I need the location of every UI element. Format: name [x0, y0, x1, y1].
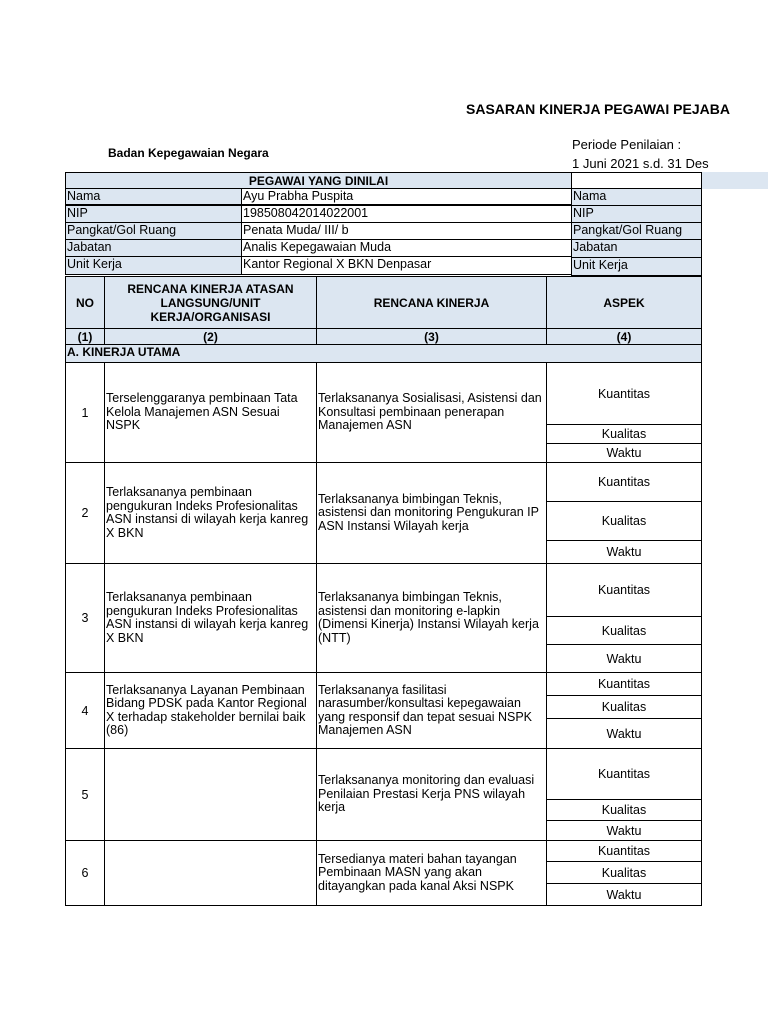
col-number-1: (1): [65, 328, 105, 345]
header-aspect: ASPEK: [546, 276, 702, 329]
row-1-plan: Terlaksananya Sosialisasi, Asistensi dan Konsultasi pembinaan penerapan Manajemen ASN: [316, 362, 547, 463]
row-3-plan: Terlaksananya bimbingan Teknis, asistensi dan monitoring e-lapkin (Dimensi Kinerja) Instansi Wilayah kerja (NTT): [316, 563, 547, 673]
employee-label-position: Jabatan: [65, 239, 242, 257]
col-number-3: (3): [316, 328, 547, 345]
row-5-no: 5: [65, 748, 105, 841]
assessor-title-cell: [571, 172, 702, 189]
header-no: NO: [65, 276, 105, 329]
document-title: SASARAN KINERJA PEGAWAI PEJABA: [466, 101, 730, 117]
row-6-no: 6: [65, 840, 105, 906]
row-1-no: 1: [65, 362, 105, 463]
row-2-no: 2: [65, 462, 105, 564]
row-6-time: Waktu: [546, 883, 702, 906]
row-5-quality: Kualitas: [546, 799, 702, 821]
row-2-plan: Terlaksananya bimbingan Teknis, asistensi dan monitoring Pengukuran IP ASN Instansi Wilayah kerja: [316, 462, 547, 564]
row-6-quality: Kualitas: [546, 861, 702, 884]
employee-label-unit: Unit Kerja: [65, 256, 242, 275]
row-6-plan: Tersedianya materi bahan tayangan Pembinaan MASN yang akan ditayangkan pada kanal Aksi NSPK: [316, 840, 547, 906]
row-4-no: 4: [65, 672, 105, 749]
employee-value-rank: Penata Muda/ III/ b: [241, 222, 572, 240]
row-5-time: Waktu: [546, 820, 702, 841]
row-5-quantity: Kuantitas: [546, 748, 702, 800]
row-3-quantity: Kuantitas: [546, 563, 702, 617]
row-4-plan: Terlaksananya fasilitasi narasumber/konsultasi kepegawaian yang responsif dan tepat sesuai NSPK Manajemen ASN: [316, 672, 547, 749]
assessor-label-position: Jabatan: [571, 239, 702, 258]
period-value: 1 Juni 2021 s.d. 31 Des: [572, 156, 709, 171]
row-5-plan: Terlaksananya monitoring dan evaluasi Penilaian Prestasi Kerja PNS wilayah kerja: [316, 748, 547, 841]
row-5-superior: [104, 748, 317, 841]
row-2-quality: Kualitas: [546, 501, 702, 541]
row-2-superior: Terlaksananya pembinaan pengukuran Indeks Profesionalitas ASN instansi di wilayah kerja kanreg X BKN: [104, 462, 317, 564]
row-4-quantity: Kuantitas: [546, 672, 702, 696]
employee-section-title: PEGAWAI YANG DINILAI: [65, 172, 572, 189]
employee-label-rank: Pangkat/Gol Ruang: [65, 222, 242, 240]
row-4-quality: Kualitas: [546, 695, 702, 719]
row-4-superior: Terlaksananya Layanan Pembinaan Bidang PDSK pada Kantor Regional X terhadap stakeholder bernilai baik (86): [104, 672, 317, 749]
row-1-time: Waktu: [546, 443, 702, 463]
header-band: [702, 172, 768, 189]
employee-value-nip: 198508042014022001: [241, 205, 572, 223]
row-1-quality: Kualitas: [546, 424, 702, 444]
header-plan: RENCANA KINERJA: [316, 276, 547, 329]
assessor-label-unit: Unit Kerja: [571, 257, 702, 276]
row-1-superior: Terselenggaranya pembinaan Tata Kelola Manajemen ASN Sesuai NSPK: [104, 362, 317, 463]
period-label: Periode Penilaian :: [572, 137, 682, 152]
assessor-label-rank: Pangkat/Gol Ruang: [571, 222, 702, 240]
row-6-quantity: Kuantitas: [546, 840, 702, 862]
row-1-quantity: Kuantitas: [546, 362, 702, 425]
organization-name: Badan Kepegawaian Negara: [108, 146, 269, 160]
employee-label-nip: NIP: [65, 205, 242, 223]
row-6-superior: [104, 840, 317, 906]
employee-label-name: Nama: [65, 188, 242, 205]
header-superior-plan: RENCANA KINERJA ATASAN LANGSUNG/UNIT KERJA/ORGANISASI: [104, 276, 317, 329]
row-3-quality: Kualitas: [546, 616, 702, 645]
row-3-time: Waktu: [546, 644, 702, 673]
col-number-2: (2): [104, 328, 317, 345]
row-2-time: Waktu: [546, 540, 702, 564]
employee-value-name: Ayu Prabha Puspita: [241, 188, 572, 205]
assessor-label-nip: NIP: [571, 205, 702, 223]
section-a-title: A. KINERJA UTAMA: [65, 344, 702, 363]
row-2-quantity: Kuantitas: [546, 462, 702, 502]
assessor-label-name: Nama: [571, 188, 702, 206]
row-3-superior: Terlaksananya pembinaan pengukuran Indeks Profesionalitas ASN instansi di wilayah kerja kanreg X BKN: [104, 563, 317, 673]
employee-value-position: Analis Kepegawaian Muda: [241, 239, 572, 257]
employee-value-unit: Kantor Regional X BKN Denpasar: [241, 256, 572, 275]
row-3-no: 3: [65, 563, 105, 673]
col-number-4: (4): [546, 328, 702, 345]
row-4-time: Waktu: [546, 718, 702, 749]
